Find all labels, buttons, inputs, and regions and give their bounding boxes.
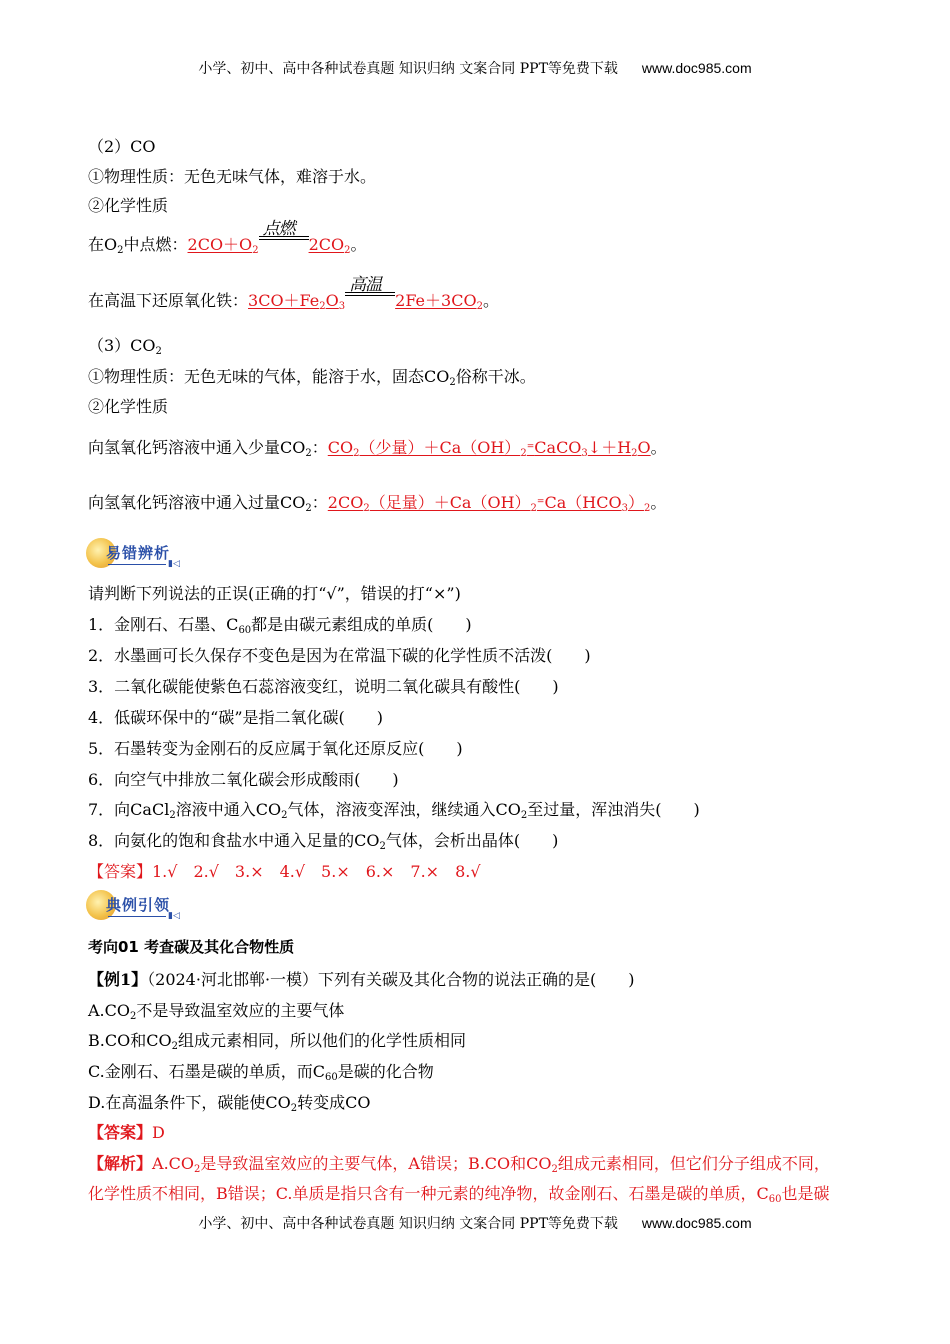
section-badge-examples xyxy=(86,888,236,924)
co-physical: ①物理性质：无色无味气体，难溶于水。 xyxy=(88,167,377,186)
co-burn-products: $2CO_2$ xyxy=(308,235,351,256)
example-analysis-line-2: 化学性质不相同，B错误；C.单质是指只含有一种元素的纯净物，故金刚石、石墨是碳的单质，$C_{60}$也是碳 xyxy=(88,1184,830,1205)
badge-label: 典例引领 xyxy=(106,896,171,914)
co-reduce-reactants: $3CO+Fe_2O_3$ xyxy=(248,291,346,312)
co2-title: $(3)CO_2$ xyxy=(88,336,162,357)
co-reduce-equation-line: 在高温下还原氧化铁：$3CO+Fe_2O_3$ 高温 $2Fe+3CO_2$。 xyxy=(88,275,499,312)
co-title: （2）CO xyxy=(88,137,156,156)
example-answer: 【答案】D xyxy=(88,1123,165,1142)
co-reduce-products: $2Fe+3CO_2$ xyxy=(395,291,483,312)
judge-item-6: 6．向空气中排放二氧化碳会形成酸雨( ) xyxy=(88,770,399,789)
co-chemical: ②化学性质 xyxy=(88,196,169,215)
play-icon: ▮◁ xyxy=(168,911,180,921)
judge-intro: 请判断下列说法的正误(正确的打“√”，错误的打“×”) xyxy=(88,584,461,603)
co2-little-equation: $CO_2$（少量）$+Ca(OH)_2^=CaCO_3↓+H_2O$ xyxy=(327,438,651,459)
condition-ignite: 点燃 xyxy=(259,234,309,250)
header-url[interactable]: www.doc985.com xyxy=(641,60,752,76)
example-analysis-line-1: 【解析】$A.CO_2$是导致温室效应的主要气体，A错误；B.CO和$CO_2$组成元素相同，但它们分子组成不同， xyxy=(88,1154,830,1175)
co2-little-equation-line: 向氢氧化钙溶液中通入少量$CO_2$：$CO_2$（少量）$+Ca(OH)_2^=CaCO_3↓+H_2O$。 xyxy=(88,438,667,459)
co2-excess-equation-line: 向氢氧化钙溶液中通入过量$CO_2$：$2CO_2$（足量）$+Ca(OH)_2^=Ca(HCO_3)_2$。 xyxy=(88,493,667,514)
judge-answer: 【答案】1.√ 2.√ 3.× 4.√ 5.× 6.× 7.× 8.√ xyxy=(88,862,481,881)
judge-item-1: 1．金刚石、石墨、$C_{60}$都是由碳元素组成的单质( ) xyxy=(88,615,472,636)
co2-chemical: ②化学性质 xyxy=(88,397,169,416)
judge-item-8: 8．向氨化的饱和食盐水中通入足量的$CO_2$气体，会析出晶体( ) xyxy=(88,831,559,852)
page-header xyxy=(0,58,950,78)
example-option-a: $A.CO_2$不是导致温室效应的主要气体 xyxy=(88,1001,345,1022)
example-heading: 考向01 考查碳及其化合物性质 xyxy=(88,938,295,956)
play-icon: ▮◁ xyxy=(168,559,180,569)
condition-high-temp: 高温 xyxy=(345,290,395,306)
example-option-c: C.金刚石、石墨是碳的单质，而$C_{60}$是碳的化合物 xyxy=(88,1062,434,1083)
example-option-b: B.CO和$CO_2$组成元素相同，所以他们的化学性质相同 xyxy=(88,1031,466,1052)
judge-item-2: 2．水墨画可长久保存不变色是因为在常温下碳的化学性质不活泼( ) xyxy=(88,646,591,665)
co-burn-reactants: $2CO+O_2$ xyxy=(187,235,259,256)
badge-label: 易错辨析 xyxy=(106,544,171,562)
judge-item-3: 3．二氧化碳能使紫色石蕊溶液变红，说明二氧化碳具有酸性( ) xyxy=(88,677,559,696)
co2-excess-equation: $2CO_2$（足量）$+Ca(OH)_2^=Ca(HCO_3)_2$ xyxy=(327,493,651,514)
co-burn-equation-line: 在$O_2$中点燃：$2CO+O_2$ 点燃 $2CO_2$。 xyxy=(88,219,367,256)
example-stem: 【例1】（2024·河北邯郸·一模）下列有关碳及其化合物的说法正确的是( ) xyxy=(88,970,635,989)
header-text: 小学、初中、高中各种试卷真题 知识归纳 文案合同 PPT等免费下载 xyxy=(198,61,618,77)
footer-text: 小学、初中、高中各种试卷真题 知识归纳 文案合同 PPT等免费下载 xyxy=(198,1216,618,1232)
section-badge-common-mistakes xyxy=(86,536,236,572)
judge-item-5: 5．石墨转变为金刚石的反应属于氧化还原反应( ) xyxy=(88,739,463,758)
co2-physical: ①物理性质：无色无味的气体，能溶于水，固态$CO_2$俗称干冰。 xyxy=(88,367,536,388)
judge-item-4: 4．低碳环保中的“碳”是指二氧化碳( ) xyxy=(88,708,384,727)
example-option-d: D.在高温条件下，碳能使$CO_2$转变成CO xyxy=(88,1093,371,1114)
footer-url[interactable]: www.doc985.com xyxy=(641,1215,752,1231)
page-footer xyxy=(0,1213,950,1233)
judge-item-7: 7．向CaCl$_2$溶液中通入$CO_2$气体，溶液变浑浊，继续通入$CO_2$至过量，浑浊消失( ) xyxy=(88,800,700,821)
